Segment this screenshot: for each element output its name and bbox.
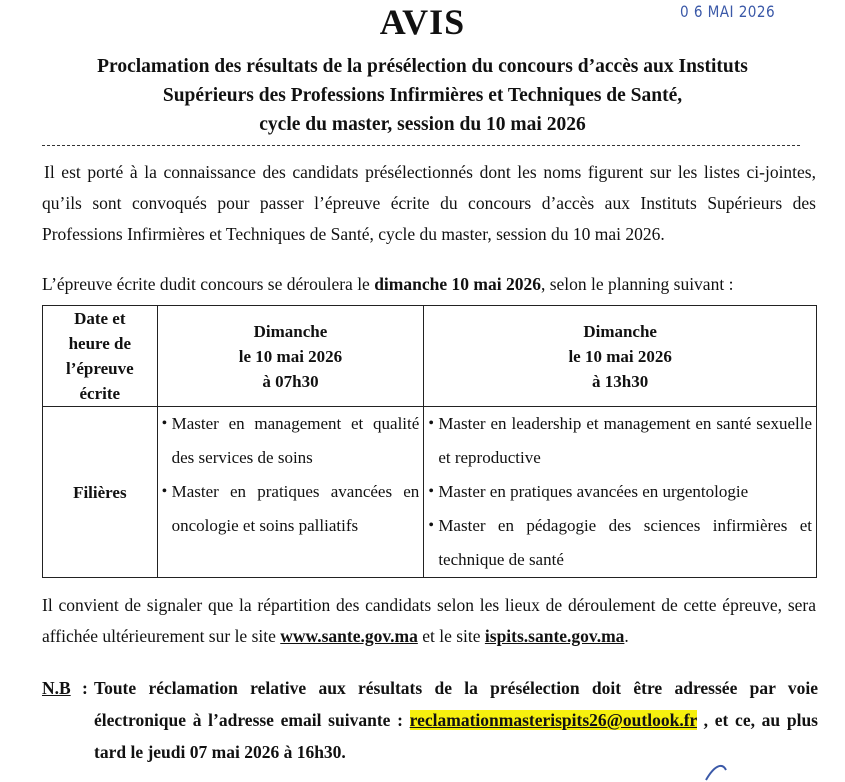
signature-mark-icon bbox=[700, 760, 740, 782]
session-morning-header bbox=[157, 306, 424, 407]
row-label-cell: Filières bbox=[43, 407, 158, 578]
header-label-line: écrite bbox=[79, 384, 121, 403]
program-name: Master en pratiques avancées en urgentologie bbox=[438, 482, 749, 501]
nb-text bbox=[94, 672, 818, 768]
list-item bbox=[162, 407, 420, 475]
bullet-icon: • bbox=[428, 415, 434, 432]
nb-label: N.B bbox=[42, 678, 71, 698]
header-label-line: heure de bbox=[68, 334, 132, 353]
header-label-line: l’épreuve bbox=[65, 359, 134, 378]
program-name: Master en pédagogie des sciences infirmières et technique de santé bbox=[438, 516, 812, 569]
session-time: à 13h30 bbox=[592, 371, 649, 391]
nb-text-end: , et ce, au plus tard le jeudi 07 mai 2026 à 16h30. bbox=[94, 710, 818, 762]
schedule-table bbox=[42, 305, 817, 578]
nb-colon: : bbox=[82, 678, 88, 698]
session-day: Dimanche bbox=[583, 321, 657, 341]
email-link[interactable]: reclamationmasterispits26@outlook.fr bbox=[409, 710, 697, 730]
notice-text: Il convient de signaler que la répartition des candidats selon les lieux de déroulement de cette épreuve, sera affichée ultérieurement sur le site bbox=[42, 595, 816, 646]
nb-text-start: Toute réclamation relative aux résultats de la présélection doit être adressée par voie électronique à l’adresse email suivante : bbox=[94, 678, 818, 730]
bullet-icon: • bbox=[428, 517, 434, 534]
session-afternoon-header bbox=[424, 306, 817, 407]
bullet-icon: • bbox=[161, 415, 168, 432]
document-subtitle bbox=[60, 52, 785, 139]
subtitle-line: cycle du master, session du 10 mai 2026 bbox=[259, 114, 586, 135]
header-label-line: Date et bbox=[74, 309, 126, 328]
planning-intro-text: L’épreuve écrite dudit concours se déroulera le bbox=[42, 274, 375, 294]
list-item bbox=[428, 475, 812, 509]
planning-intro-end: , selon le planning suivant : bbox=[540, 274, 734, 294]
session-date: le 10 mai 2026 bbox=[238, 346, 343, 366]
program-name: Master en leadership et management en santé sexuelle et reproductive bbox=[438, 414, 812, 467]
header-label-cell bbox=[43, 306, 158, 407]
table-row bbox=[43, 407, 817, 578]
intro-paragraph: Il est porté à la connaissance des candidats présélectionnés dont les noms figurent sur les listes ci-jointes, qu’ils sont convoqués pour passer l’épreuve écrite du concours d’accès aux Instituts Supérieurs des Professions Infirmières et Techniques de Santé, cycle du master, session du 10 mai 2026. bbox=[42, 162, 816, 244]
table-row bbox=[43, 306, 817, 407]
list-item bbox=[428, 509, 812, 577]
website-link[interactable]: ispits.sante.gov.ma bbox=[484, 626, 625, 646]
program-name: Master en pratiques avancées en oncologie et soins palliatifs bbox=[171, 482, 420, 535]
notice-text-end: . bbox=[624, 626, 629, 646]
nota-bene bbox=[42, 672, 818, 768]
list-item bbox=[428, 407, 812, 475]
website-link[interactable]: www.sante.gov.ma bbox=[280, 626, 418, 646]
bullet-icon: • bbox=[428, 483, 434, 500]
program-list bbox=[424, 407, 816, 577]
exam-date: dimanche 10 mai 2026 bbox=[374, 274, 541, 294]
session-time: à 07h30 bbox=[262, 371, 319, 391]
notice-paragraph bbox=[42, 590, 816, 652]
date-stamp: 0 6 MAI 2026 bbox=[680, 2, 776, 21]
page-title: AVIS bbox=[379, 2, 466, 42]
divider bbox=[42, 145, 800, 146]
program-list bbox=[158, 407, 424, 543]
subtitle-line: Supérieurs des Professions Infirmières et Techniques de Santé, bbox=[162, 85, 683, 106]
subtitle-line: Proclamation des résultats de la présélection du concours d’accès aux Instituts bbox=[97, 56, 748, 77]
notice-text-middle: et le site bbox=[417, 626, 485, 646]
session-day: Dimanche bbox=[253, 321, 328, 341]
afternoon-programs-cell bbox=[424, 407, 817, 578]
morning-programs-cell bbox=[157, 407, 424, 578]
program-name: Master en management et qualité des services de soins bbox=[171, 414, 420, 467]
bullet-icon: • bbox=[161, 483, 168, 500]
planning-intro bbox=[42, 269, 816, 300]
session-date: le 10 mai 2026 bbox=[568, 346, 672, 366]
list-item bbox=[162, 475, 420, 543]
